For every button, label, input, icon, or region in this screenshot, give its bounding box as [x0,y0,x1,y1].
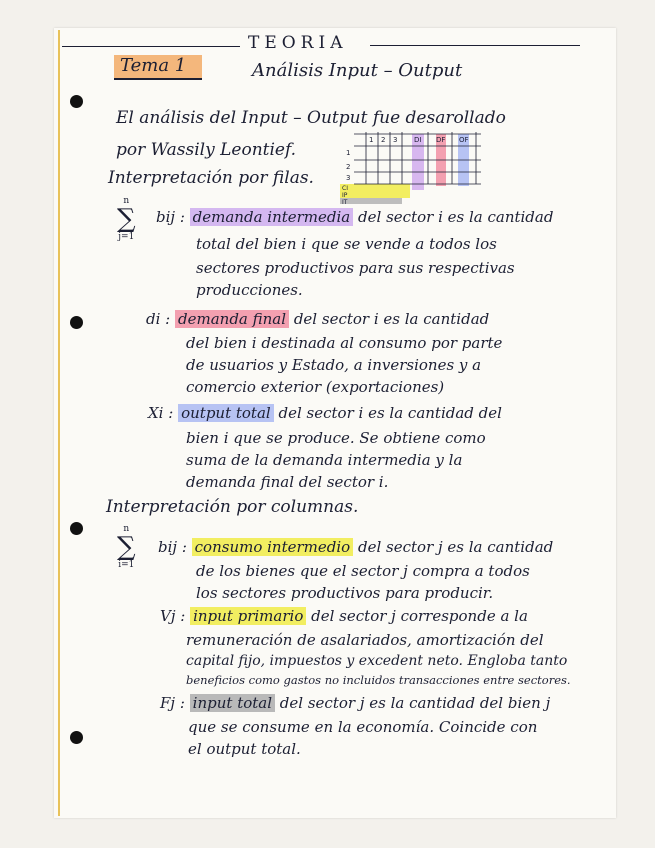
margin-line [58,30,60,816]
table-col-label: OF [459,136,469,144]
tema-text: Tema 1 [120,55,187,76]
table-col-label: DF [436,136,446,144]
col-vj-text: del sector j corresponde a la [311,607,528,625]
row-bij-symbol: bij : [156,208,185,226]
col-bij-text: del sector j es la cantidad [357,538,554,556]
table-row-label: IT [342,199,348,206]
row-xi-symbol: Xi : [148,404,174,422]
row-xi-text: del sector i es la cantidad del [278,404,502,422]
row-xi-line-2: bien i que se produce. Se obtiene como [186,429,486,447]
col-vj-line-3: capital fijo, impuestos y excedent neto. Engloba tanto [186,653,568,669]
term-input-total: input total [190,694,275,712]
row-xi-line-4: demanda final del sector i. [186,473,389,491]
sum-lower-limit: i=1 [118,560,135,570]
binder-hole [70,731,83,744]
binder-hole [70,316,83,329]
col-vj-symbol: Vj : [160,607,186,625]
col-fj-symbol: Fj : [160,694,185,712]
summation-symbol [117,524,136,570]
row-bij-text: del sector i es la cantidad [358,208,554,226]
table-row-label: 1 [346,149,351,157]
header-rule-left [62,46,240,47]
term-demanda-intermedia: demanda intermedia [190,208,354,226]
col-bij-line-1 [158,538,553,556]
col-vj-line-4: beneficios como gastos no incluidos transacciones entre sectores. [186,673,571,687]
binder-hole [70,95,83,108]
io-table-sketch [336,128,496,208]
col-bij-line-3: los sectores productivos para producir. [196,584,494,602]
col-fj-line-1 [160,694,550,712]
sum-lower-limit: j=1 [118,232,135,242]
page-header-title: TEORIA [248,33,348,53]
row-bij-line-2: total del bien i que se vende a todos los [196,235,497,253]
row-di-text: del sector i es la cantidad [293,310,490,328]
intro-line-2: por Wassily Leontief. [116,140,297,160]
row-bij-line-4: producciones. [196,281,303,299]
term-consumo-intermedio: consumo intermedio [192,538,354,556]
row-bij-line-3: sectores productivos para sus respectivas [196,259,515,277]
header-rule-right [370,45,580,46]
page-subtitle: Análisis Input – Output [252,60,463,81]
col-fj-line-2: que se consume en la economía. Coincide con [188,718,538,736]
table-row-label: 2 [346,163,351,171]
tema-label [114,55,202,80]
row-di-symbol: di : [146,310,171,328]
row-bij-line-1 [156,208,553,226]
rows-heading: Interpretación por filas. [108,168,314,188]
col-bij-symbol: bij : [158,538,187,556]
row-xi-line-3: suma de la demanda intermedia y la [186,451,463,469]
col-fj-text: del sector j es la cantidad del bien j [279,694,551,712]
col-fj-line-3: el output total. [188,740,301,758]
row-xi-line-1 [148,404,502,422]
table-col-label: 1 [369,136,374,144]
row-di-line-1 [146,310,489,328]
table-col-label: DI [414,136,422,144]
table-row-label: IP [342,192,348,199]
table-row-label: CI [342,185,348,192]
row-di-line-3: de usuarios y Estado, a inversiones y a [186,356,482,374]
term-input-primario: input primario [190,607,306,625]
intro-line-1: El análisis del Input – Output fue desarollado [116,108,506,128]
summation-symbol [117,196,136,242]
row-di-line-4: comercio exterior (exportaciones) [186,378,445,396]
sum-upper-limit: n [123,524,130,534]
col-vj-line-2: remuneración de asalariados, amortización del [186,631,544,649]
sigma-icon: ∑ [117,532,136,562]
term-demanda-final: demanda final [175,310,289,328]
row-di-line-2: del bien i destinada al consumo por parte [186,334,503,352]
table-col-label: 2 [381,136,386,144]
term-output-total: output total [178,404,274,422]
binder-hole [70,522,83,535]
sum-upper-limit: n [123,196,130,206]
col-vj-line-1 [160,607,528,625]
col-bij-line-2: de los bienes que el sector j compra a todos [196,562,530,580]
table-row-label: 3 [346,174,351,182]
sigma-icon: ∑ [117,204,136,234]
cols-heading: Interpretación por columnas. [106,497,359,517]
table-col-label: 3 [393,136,398,144]
